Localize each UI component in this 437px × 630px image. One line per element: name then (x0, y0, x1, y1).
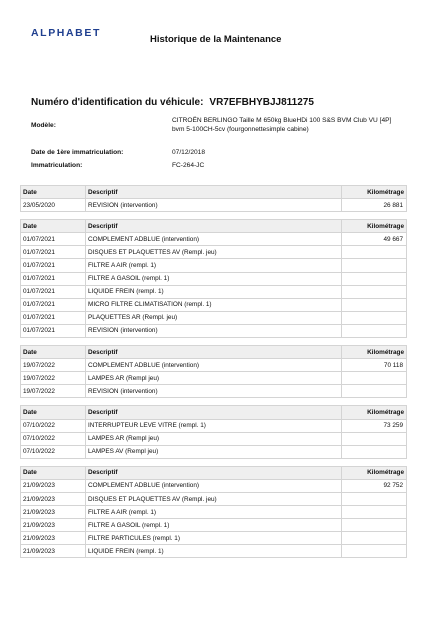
table-header-row (21, 346, 407, 359)
row-descriptif: FILTRE A AIR (rempl. 1) (86, 506, 342, 519)
row-kilometrage (342, 259, 407, 272)
vehicle-info (31, 117, 407, 172)
header-descriptif: Descriptif (86, 186, 342, 199)
table-row (21, 479, 407, 492)
row-descriptif: FILTRE A AIR (rempl. 1) (86, 259, 342, 272)
model-label: Modèle: (31, 122, 56, 129)
row-date: 19/07/2022 (21, 385, 86, 398)
row-descriptif: INTERRUPTEUR LEVE VITRE (rempl. 1) (86, 419, 342, 432)
table-row (21, 419, 407, 432)
row-kilometrage (342, 432, 407, 445)
table-row (21, 272, 407, 285)
maintenance-history (20, 185, 406, 565)
row-date: 07/10/2022 (21, 419, 86, 432)
vin-heading (31, 97, 314, 108)
row-descriptif: FILTRE A GASOIL (rempl. 1) (86, 519, 342, 532)
row-date: 23/05/2020 (21, 199, 86, 212)
row-descriptif: LAMPES AV (Rempl jeu) (86, 445, 342, 458)
page-title: Historique de la Maintenance (150, 34, 282, 45)
model-line-2: bvm 5-100CH-5cv (fourgonnettesimple cabine) (172, 125, 309, 133)
row-descriptif: LIQUIDE FREIN (rempl. 1) (86, 545, 342, 558)
row-descriptif: REVISION (intervention) (86, 324, 342, 337)
maintenance-table (20, 466, 407, 559)
row-date: 07/10/2022 (21, 432, 86, 445)
table-row (21, 285, 407, 298)
row-descriptif: COMPLEMENT ADBLUE (intervention) (86, 479, 342, 492)
row-date: 21/09/2023 (21, 492, 86, 505)
model-line-1: CITROËN BERLINGO Taille M 650kg BlueHDi 100 S&S BVM Club VU [4P] (172, 117, 392, 124)
row-descriptif: DISQUES ET PLAQUETTES AV (Rempl. jeu) (86, 246, 342, 259)
row-kilometrage (342, 372, 407, 385)
header-kilometrage: Kilométrage (342, 466, 407, 479)
header-date: Date (21, 220, 86, 233)
row-date: 01/07/2021 (21, 324, 86, 337)
table-row (21, 233, 407, 246)
row-descriptif: MICRO FILTRE CLIMATISATION (rempl. 1) (86, 298, 342, 311)
table-row (21, 311, 407, 324)
header-descriptif: Descriptif (86, 346, 342, 359)
maintenance-block (20, 466, 406, 559)
table-row (21, 246, 407, 259)
table-row (21, 492, 407, 505)
row-descriptif: DISQUES ET PLAQUETTES AV (Rempl. jeu) (86, 492, 342, 505)
row-date: 01/07/2021 (21, 285, 86, 298)
row-date: 21/09/2023 (21, 545, 86, 558)
row-kilometrage (342, 311, 407, 324)
table-header-row (21, 186, 407, 199)
table-row (21, 298, 407, 311)
table-row (21, 385, 407, 398)
maintenance-block (20, 345, 406, 398)
plate-label: Immatriculation: (31, 162, 83, 169)
table-row (21, 519, 407, 532)
header-date: Date (21, 466, 86, 479)
header-kilometrage: Kilométrage (342, 220, 407, 233)
row-date: 01/07/2021 (21, 246, 86, 259)
row-kilometrage: 26 881 (342, 199, 407, 212)
row-date: 07/10/2022 (21, 445, 86, 458)
row-kilometrage (342, 492, 407, 505)
row-kilometrage (342, 385, 407, 398)
table-row (21, 432, 407, 445)
header-descriptif: Descriptif (86, 466, 342, 479)
first-registration-label: Date de 1ère immatriculation: (31, 149, 124, 156)
row-descriptif: REVISION (intervention) (86, 199, 342, 212)
row-descriptif: LIQUIDE FREIN (rempl. 1) (86, 285, 342, 298)
row-kilometrage: 49 667 (342, 233, 407, 246)
table-header-row (21, 466, 407, 479)
table-header-row (21, 220, 407, 233)
row-kilometrage: 70 118 (342, 359, 407, 372)
row-kilometrage (342, 285, 407, 298)
row-kilometrage (342, 246, 407, 259)
row-descriptif: LAMPES AR (Rempl jeu) (86, 372, 342, 385)
header-kilometrage: Kilométrage (342, 186, 407, 199)
row-kilometrage (342, 298, 407, 311)
row-date: 01/07/2021 (21, 298, 86, 311)
maintenance-table (20, 345, 407, 398)
row-date: 21/09/2023 (21, 506, 86, 519)
row-date: 21/09/2023 (21, 532, 86, 545)
header-date: Date (21, 406, 86, 419)
table-header-row (21, 406, 407, 419)
row-descriptif: PLAQUETTES AR (Rempl. jeu) (86, 311, 342, 324)
maintenance-table (20, 185, 407, 212)
table-row (21, 324, 407, 337)
row-descriptif: FILTRE A GASOIL (rempl. 1) (86, 272, 342, 285)
plate-value: FC-264-JC (172, 162, 205, 169)
maintenance-block (20, 185, 406, 212)
maintenance-table (20, 405, 407, 458)
row-kilometrage (342, 272, 407, 285)
row-kilometrage (342, 532, 407, 545)
row-date: 01/07/2021 (21, 259, 86, 272)
row-descriptif: FILTRE PARTICULES (rempl. 1) (86, 532, 342, 545)
row-kilometrage (342, 545, 407, 558)
row-date: 01/07/2021 (21, 311, 86, 324)
row-descriptif: REVISION (intervention) (86, 385, 342, 398)
row-date: 21/09/2023 (21, 519, 86, 532)
row-date: 21/09/2023 (21, 479, 86, 492)
row-descriptif: COMPLEMENT ADBLUE (intervention) (86, 359, 342, 372)
vin-label: Numéro d'identification du véhicule: (31, 97, 204, 108)
row-descriptif: LAMPES AR (Rempl jeu) (86, 432, 342, 445)
row-kilometrage (342, 324, 407, 337)
row-kilometrage (342, 445, 407, 458)
table-row (21, 359, 407, 372)
table-row (21, 199, 407, 212)
vin-value: VR7EFBHYBJJ811275 (209, 97, 314, 108)
row-kilometrage (342, 519, 407, 532)
maintenance-block (20, 405, 406, 458)
table-row (21, 545, 407, 558)
row-date: 01/07/2021 (21, 272, 86, 285)
header-date: Date (21, 186, 86, 199)
header-kilometrage: Kilométrage (342, 346, 407, 359)
model-value (172, 117, 407, 149)
table-row (21, 372, 407, 385)
header-date: Date (21, 346, 86, 359)
row-date: 01/07/2021 (21, 233, 86, 246)
table-row (21, 445, 407, 458)
table-row (21, 506, 407, 519)
row-date: 19/07/2022 (21, 359, 86, 372)
maintenance-block (20, 219, 406, 338)
row-date: 19/07/2022 (21, 372, 86, 385)
table-row (21, 259, 407, 272)
row-descriptif: COMPLEMENT ADBLUE (intervention) (86, 233, 342, 246)
header-descriptif: Descriptif (86, 220, 342, 233)
row-kilometrage (342, 506, 407, 519)
maintenance-table (20, 219, 407, 338)
row-kilometrage: 92 752 (342, 479, 407, 492)
first-registration-value: 07/12/2018 (172, 149, 206, 156)
alphabet-logo: ALPHABET (31, 27, 101, 39)
row-kilometrage: 73 259 (342, 419, 407, 432)
header-descriptif: Descriptif (86, 406, 342, 419)
header-kilometrage: Kilométrage (342, 406, 407, 419)
table-row (21, 532, 407, 545)
